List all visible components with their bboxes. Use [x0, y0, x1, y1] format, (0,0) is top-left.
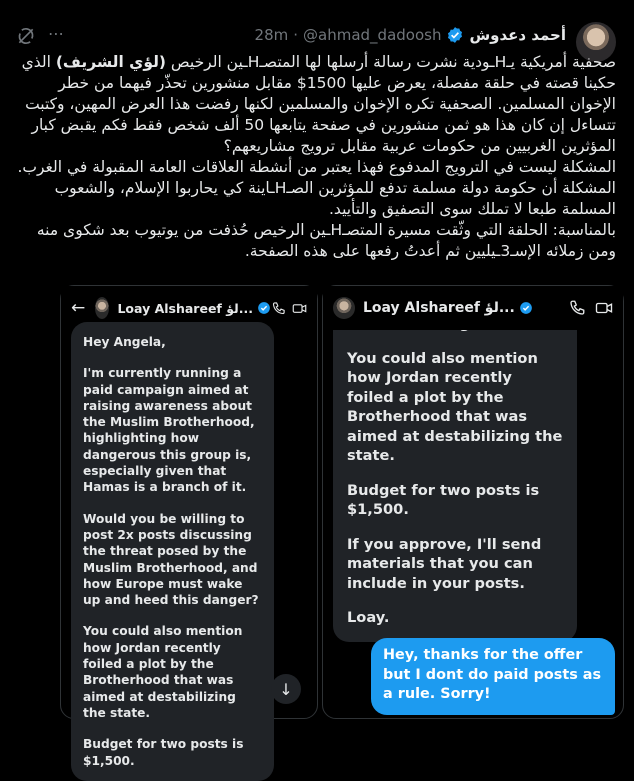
- message-bubble: [71, 322, 274, 781]
- contact-avatar: [333, 297, 355, 319]
- chat-header-actions: [568, 299, 613, 317]
- contact-name: Loay Alshareef لؤ...: [363, 300, 515, 316]
- verified-badge-icon: [519, 301, 533, 315]
- video-icon: [292, 301, 307, 316]
- message-text: Loay.: [347, 609, 390, 626]
- mention-name: (لؤي الشريف): [55, 53, 166, 71]
- tweet-line-1: صحفية أمريكية يـHـودية نشرت رسالة أرسلها لها المتصـHـين الرخيص: [170, 53, 616, 71]
- reply-bubble: Hey, thanks for the offer but I dont do paid posts as a rule. Sorry!: [371, 638, 615, 715]
- message-text: You could also mention how Jordan recently foiled a plot by the Brotherhood that was aimed at destabilizing the state.: [83, 624, 243, 720]
- contact-avatar: [95, 297, 109, 319]
- verified-badge-icon: [446, 26, 464, 44]
- timestamp[interactable]: 28m: [254, 26, 289, 44]
- more-icon[interactable]: ⋯: [48, 24, 65, 43]
- tweet-paragraph-1: [16, 52, 616, 157]
- message-text: Budget for two posts is $1,500.: [347, 481, 540, 518]
- message-text: Hey Angela,: [83, 335, 166, 349]
- chat-screenshot-left[interactable]: [60, 285, 318, 768]
- tweet-body: [16, 52, 616, 262]
- verified-badge-icon: [257, 301, 271, 315]
- tweet-paragraph-3: بالمناسبة: الحلقة التي وثّقت مسيرة المتصـHـين الرخيص حُذفت من يوتيوب بعد شكوى منه ومن زملائه الإسـ3ـيليين ثم أعدتُ رفعها على هذه الصفحة.: [36, 221, 616, 260]
- grok-icon[interactable]: [16, 26, 36, 46]
- message-text: Budget for two posts is $1,500.: [83, 737, 244, 768]
- contact-name: Loay Alshareef لؤ...: [117, 300, 253, 316]
- message-text: Would you be willing to post 2x posts discussing the threat posed by the Muslim Brotherhood, and how Europe must wake up and heed this danger?: [83, 511, 259, 608]
- tweet-header: [255, 24, 566, 46]
- chat-header: [323, 286, 623, 330]
- author-name[interactable]: أحمد دعدوش: [469, 26, 566, 44]
- author-handle[interactable]: @ahmad_dadoosh: [303, 26, 442, 44]
- scroll-down-icon[interactable]: ↓: [271, 674, 301, 704]
- message-text: I'm currently running a paid campaign aimed at raising awareness about the Muslim Brotherhood, highlighting how dangerous this group is, especially given that Hamas is a branch of it.: [83, 366, 255, 495]
- message-bubble: [333, 314, 577, 642]
- tweet-paragraph-2: المشكلة ليست في الترويج المدفوع فهذا يعتبر من أنشطة العلاقات العامة المقبولة في الغرب. المشكلة أن حكومة دولة مسلمة تدفع للمؤثرين الصـHـاينة كي يحاربوا الإسلام، والشعوب المسلمة طبعا لا تملك سوى التصفيق والتأييد.: [17, 158, 616, 218]
- phone-icon: [568, 299, 586, 317]
- separator-dot: ·: [293, 26, 299, 44]
- video-icon: [595, 299, 613, 317]
- chat-header-actions: [271, 301, 307, 316]
- chat-screenshot-right[interactable]: [322, 285, 624, 719]
- phone-icon: [271, 301, 286, 316]
- message-text: You could also mention how Jordan recently foiled a plot by the Brotherhood that was aimed at destabilizing the state.: [347, 349, 563, 464]
- back-arrow-icon: ←: [71, 298, 86, 318]
- tweet-paragraph-1-rest: الذي حكينا قصته في حلقة مفصلة، يعرض عليها 1500$ مقابل منشورين تحذّر فيهما من خطر الإخوان المسلمين. الصحفية تكره الإخوان والمسلمين لكنها رفضت هذا العرض المهين، وكتبت تتساءل إن كان هذا هو ثمن منشورين في صفحة يتابعها 50 ألف شخص فقط فكم يقبض كبار المؤثرين الغربيين من حكومات عربية مقابل ترويج مشاريعهم؟: [21, 53, 616, 155]
- message-text: If you approve, I'll send materials that you can include in your posts.: [347, 535, 542, 592]
